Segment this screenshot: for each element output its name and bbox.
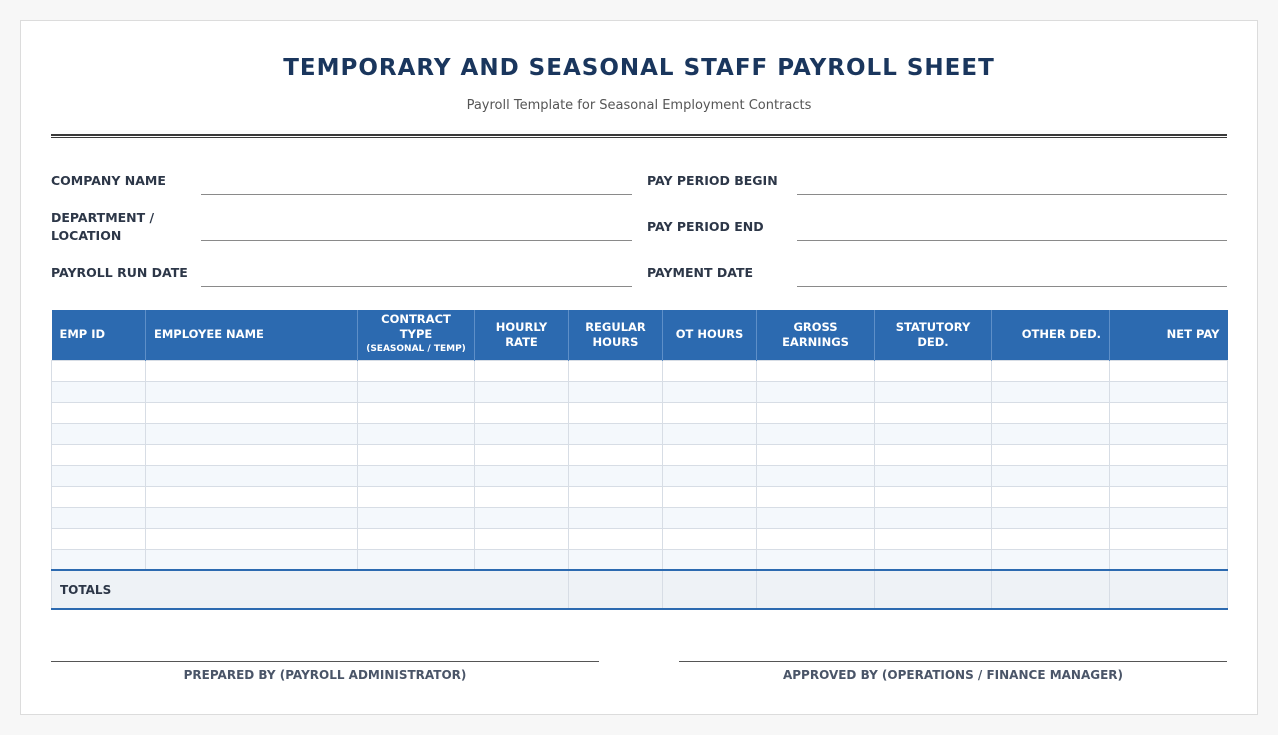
totals-row	[52, 570, 1228, 609]
total-statutory-ded[interactable]	[875, 570, 992, 609]
cell-employee-name[interactable]	[146, 444, 358, 465]
cell-gross-earnings[interactable]	[757, 381, 875, 402]
cell-regular-hours[interactable]	[569, 444, 663, 465]
cell-emp-id[interactable]	[52, 402, 146, 423]
cell-other-ded[interactable]	[992, 402, 1110, 423]
info-row	[51, 161, 1227, 201]
cell-contract-type[interactable]	[358, 402, 475, 423]
payment-date-input[interactable]	[797, 253, 1227, 287]
cell-emp-id[interactable]	[52, 507, 146, 528]
pay-period-end-label: PAY PERIOD END	[647, 219, 764, 234]
cell-other-ded[interactable]	[992, 507, 1110, 528]
cell-hourly-rate[interactable]	[475, 486, 569, 507]
cell-employee-name[interactable]	[146, 360, 358, 381]
cell-hourly-rate[interactable]	[475, 465, 569, 486]
total-regular-hours[interactable]	[569, 570, 663, 609]
cell-other-ded[interactable]	[992, 549, 1110, 570]
table-row	[52, 528, 1228, 549]
cell-gross-earnings[interactable]	[757, 528, 875, 549]
payroll-sheet	[20, 20, 1258, 715]
approved-by-line[interactable]	[679, 661, 1227, 662]
cell-other-ded[interactable]	[992, 528, 1110, 549]
cell-statutory-ded[interactable]	[875, 507, 992, 528]
cell-emp-id[interactable]	[52, 549, 146, 570]
pay-period-end-input[interactable]	[797, 207, 1227, 241]
cell-employee-name[interactable]	[146, 486, 358, 507]
cell-regular-hours[interactable]	[569, 423, 663, 444]
total-net-pay[interactable]	[1110, 570, 1228, 609]
payroll-run-date-field	[51, 253, 632, 293]
cell-regular-hours[interactable]	[569, 549, 663, 570]
cell-contract-type[interactable]	[358, 549, 475, 570]
cell-net-pay[interactable]	[1110, 486, 1228, 507]
cell-emp-id[interactable]	[52, 465, 146, 486]
cell-employee-name[interactable]	[146, 381, 358, 402]
payroll-table-body	[52, 360, 1228, 570]
cell-net-pay[interactable]	[1110, 360, 1228, 381]
cell-net-pay[interactable]	[1110, 444, 1228, 465]
table-row	[52, 381, 1228, 402]
cell-contract-type[interactable]	[358, 360, 475, 381]
prepared-by-label: PREPARED BY (PAYROLL ADMINISTRATOR)	[183, 668, 467, 682]
pay-period-end-field	[647, 207, 1227, 247]
cell-hourly-rate[interactable]	[475, 549, 569, 570]
cell-hourly-rate[interactable]	[475, 507, 569, 528]
cell-gross-earnings[interactable]	[757, 402, 875, 423]
cell-ot-hours[interactable]	[663, 423, 757, 444]
cell-contract-type[interactable]	[358, 423, 475, 444]
cell-statutory-ded[interactable]	[875, 360, 992, 381]
cell-regular-hours[interactable]	[569, 528, 663, 549]
cell-employee-name[interactable]	[146, 507, 358, 528]
col-hourly-rate: HOURLY RATE	[475, 310, 569, 360]
cell-contract-type[interactable]	[358, 528, 475, 549]
info-row	[51, 207, 1227, 247]
col-regular-hours: REGULAR HOURS	[569, 310, 663, 360]
cell-hourly-rate[interactable]	[475, 423, 569, 444]
table-row	[52, 465, 1228, 486]
cell-employee-name[interactable]	[146, 423, 358, 444]
cell-statutory-ded[interactable]	[875, 549, 992, 570]
cell-statutory-ded[interactable]	[875, 486, 992, 507]
cell-ot-hours[interactable]	[663, 507, 757, 528]
cell-gross-earnings[interactable]	[757, 423, 875, 444]
totals-label: TOTALS	[52, 570, 569, 609]
cell-regular-hours[interactable]	[569, 465, 663, 486]
total-ot-hours[interactable]	[663, 570, 757, 609]
department-location-field	[51, 207, 632, 247]
company-name-label: COMPANY NAME	[51, 173, 166, 188]
cell-contract-type[interactable]	[358, 507, 475, 528]
pay-period-begin-input[interactable]	[797, 161, 1227, 195]
col-employee-name: EMPLOYEE NAME	[146, 310, 358, 360]
cell-regular-hours[interactable]	[569, 381, 663, 402]
cell-net-pay[interactable]	[1110, 549, 1228, 570]
table-row	[52, 507, 1228, 528]
cell-other-ded[interactable]	[992, 360, 1110, 381]
cell-hourly-rate[interactable]	[475, 528, 569, 549]
page-subtitle: Payroll Template for Seasonal Employment Contracts	[466, 98, 812, 113]
department-location-input[interactable]	[201, 207, 632, 241]
total-gross-earnings[interactable]	[757, 570, 875, 609]
cell-ot-hours[interactable]	[663, 402, 757, 423]
col-emp-id: EMP ID	[52, 310, 146, 360]
table-header-row	[52, 310, 1228, 360]
col-contract-type	[358, 310, 475, 360]
cell-employee-name[interactable]	[146, 528, 358, 549]
payment-date-label: PAYMENT DATE	[647, 265, 754, 280]
cell-regular-hours[interactable]	[569, 507, 663, 528]
cell-gross-earnings[interactable]	[757, 549, 875, 570]
col-contract-type-label: CONTRACT TYPE	[381, 312, 451, 342]
cell-contract-type[interactable]	[358, 486, 475, 507]
approved-by-signature	[679, 661, 1227, 691]
cell-gross-earnings[interactable]	[757, 360, 875, 381]
cell-contract-type[interactable]	[358, 381, 475, 402]
cell-emp-id[interactable]	[52, 486, 146, 507]
cell-net-pay[interactable]	[1110, 528, 1228, 549]
cell-hourly-rate[interactable]	[475, 444, 569, 465]
cell-other-ded[interactable]	[992, 423, 1110, 444]
cell-emp-id[interactable]	[52, 381, 146, 402]
cell-statutory-ded[interactable]	[875, 528, 992, 549]
col-net-pay: NET PAY	[1110, 310, 1228, 360]
cell-regular-hours[interactable]	[569, 360, 663, 381]
cell-net-pay[interactable]	[1110, 402, 1228, 423]
cell-net-pay[interactable]	[1110, 507, 1228, 528]
cell-statutory-ded[interactable]	[875, 444, 992, 465]
prepared-by-line[interactable]	[51, 661, 599, 662]
payroll-table	[51, 310, 1228, 610]
cell-ot-hours[interactable]	[663, 381, 757, 402]
cell-statutory-ded[interactable]	[875, 402, 992, 423]
cell-employee-name[interactable]	[146, 402, 358, 423]
department-location-label: DEPARTMENT / LOCATION	[51, 210, 155, 243]
cell-emp-id[interactable]	[52, 423, 146, 444]
cell-ot-hours[interactable]	[663, 549, 757, 570]
cell-regular-hours[interactable]	[569, 402, 663, 423]
cell-ot-hours[interactable]	[663, 528, 757, 549]
cell-statutory-ded[interactable]	[875, 381, 992, 402]
cell-contract-type[interactable]	[358, 444, 475, 465]
cell-gross-earnings[interactable]	[757, 507, 875, 528]
company-name-input[interactable]	[201, 161, 632, 195]
cell-ot-hours[interactable]	[663, 465, 757, 486]
company-name-field	[51, 161, 632, 201]
payment-date-field	[647, 253, 1227, 293]
cell-gross-earnings[interactable]	[757, 486, 875, 507]
cell-employee-name[interactable]	[146, 549, 358, 570]
cell-net-pay[interactable]	[1110, 465, 1228, 486]
page-title: TEMPORARY AND SEASONAL STAFF PAYROLL SHEET	[283, 55, 995, 81]
cell-emp-id[interactable]	[52, 360, 146, 381]
cell-other-ded[interactable]	[992, 486, 1110, 507]
cell-hourly-rate[interactable]	[475, 402, 569, 423]
cell-hourly-rate[interactable]	[475, 381, 569, 402]
payroll-run-date-input[interactable]	[201, 253, 632, 287]
payroll-run-date-label: PAYROLL RUN DATE	[51, 265, 188, 280]
table-row	[52, 486, 1228, 507]
col-contract-type-sub: (SEASONAL / TEMP)	[366, 344, 466, 355]
table-row	[52, 549, 1228, 570]
cell-hourly-rate[interactable]	[475, 360, 569, 381]
cell-statutory-ded[interactable]	[875, 465, 992, 486]
cell-emp-id[interactable]	[52, 444, 146, 465]
table-row	[52, 423, 1228, 444]
info-row	[51, 253, 1227, 293]
cell-other-ded[interactable]	[992, 465, 1110, 486]
header-divider	[51, 134, 1227, 138]
cell-regular-hours[interactable]	[569, 486, 663, 507]
table-row	[52, 360, 1228, 381]
total-other-ded[interactable]	[992, 570, 1110, 609]
cell-other-ded[interactable]	[992, 444, 1110, 465]
cell-net-pay[interactable]	[1110, 423, 1228, 444]
cell-ot-hours[interactable]	[663, 444, 757, 465]
pay-period-begin-field	[647, 161, 1227, 201]
cell-contract-type[interactable]	[358, 465, 475, 486]
col-ot-hours: OT HOURS	[663, 310, 757, 360]
col-other-ded: OTHER DED.	[992, 310, 1110, 360]
payroll-table-wrap	[51, 310, 1227, 610]
prepared-by-signature	[51, 661, 599, 691]
pay-period-begin-label: PAY PERIOD BEGIN	[647, 173, 778, 188]
cell-ot-hours[interactable]	[663, 486, 757, 507]
cell-emp-id[interactable]	[52, 528, 146, 549]
cell-other-ded[interactable]	[992, 381, 1110, 402]
col-statutory-ded: STATUTORY DED.	[875, 310, 992, 360]
cell-ot-hours[interactable]	[663, 360, 757, 381]
table-row	[52, 402, 1228, 423]
col-gross-earnings: GROSS EARNINGS	[757, 310, 875, 360]
cell-statutory-ded[interactable]	[875, 423, 992, 444]
table-row	[52, 444, 1228, 465]
cell-net-pay[interactable]	[1110, 381, 1228, 402]
approved-by-label: APPROVED BY (OPERATIONS / FINANCE MANAGER)	[782, 668, 1124, 682]
cell-gross-earnings[interactable]	[757, 444, 875, 465]
cell-gross-earnings[interactable]	[757, 465, 875, 486]
cell-employee-name[interactable]	[146, 465, 358, 486]
